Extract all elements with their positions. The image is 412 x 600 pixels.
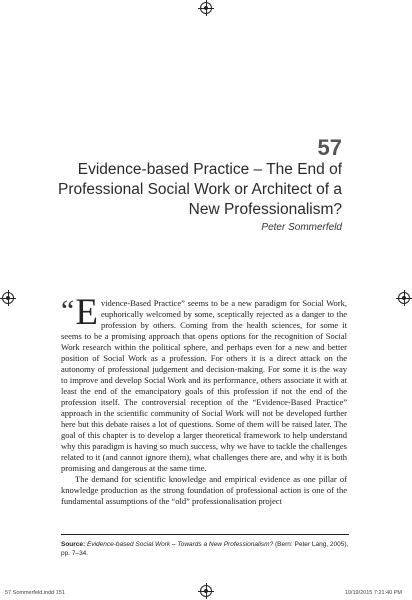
registration-mark-icon [200,2,212,14]
paragraph-1 [61,292,347,474]
drop-cap: E [75,292,98,333]
chapter-number: 57 [317,135,342,160]
footnote-rest: (Bern: Peter Lang, 2005), pp. 7–34. [61,541,349,557]
registration-mark-icon [398,292,410,304]
paragraph-2: The demand for scientific knowledge and empirical evidence as one pillar of knowledge production as the strong foundation of professional action is one of the fundamental assumptions of the “old” professionalisation project [61,474,347,506]
paragraph-1-text: vidence-Based Practice” seems to be a new paradigm for Social Work, euphorically welcomed by some, sceptically rejected as a danger to the profession by others. Coming from the health sciences, for some it seems to be a promising approach that opens options for the recognition of Social Work research within the political sphere, and perhaps even for a new and better position of Social Work as a profession. For others it is a direct attack on the autonomy of professional judgement and decision-making. For some it is the way to improve and develop Social Work and its performance, others associate it with at least the end of the emancipatory goals of this profession if not the end of the profession itself. The controversial reception of the “Evidence-Based Practice” approach in the scientific community of Social Work will not be developed further here but this debate raises a lot of questions. Some of them will be raised later. The goal of this chapter is to develop a larger theoretical framework to help understand why this paradigm is having so much success, why we have to tackle the challenges related to it (and cannot ignore them), what challenges there are, and why it is both promising and dangerous at the same time. [61,298,347,473]
print-slug-filename: 57 Sommerfeld.indd 151 [5,590,65,596]
chapter-title: Evidence-based Practice – The End of Professional Social Work or Architect of a New Professionalism? [57,161,342,218]
registration-mark-icon [200,585,212,597]
opening-quote-mark: “ [61,294,75,327]
chapter-author: Peter Sommerfeld [261,222,342,233]
footnote-title: Evidence-based Social Work – Towards a New Professionalism? [87,541,274,548]
registration-mark-icon [2,292,14,304]
footnote-label: Source: [61,541,86,548]
print-slug-timestamp: 10/19/2015 7:21:40 PM [344,590,402,596]
source-footnote [61,540,351,558]
footnote-divider [61,534,349,535]
body-text [61,292,347,507]
